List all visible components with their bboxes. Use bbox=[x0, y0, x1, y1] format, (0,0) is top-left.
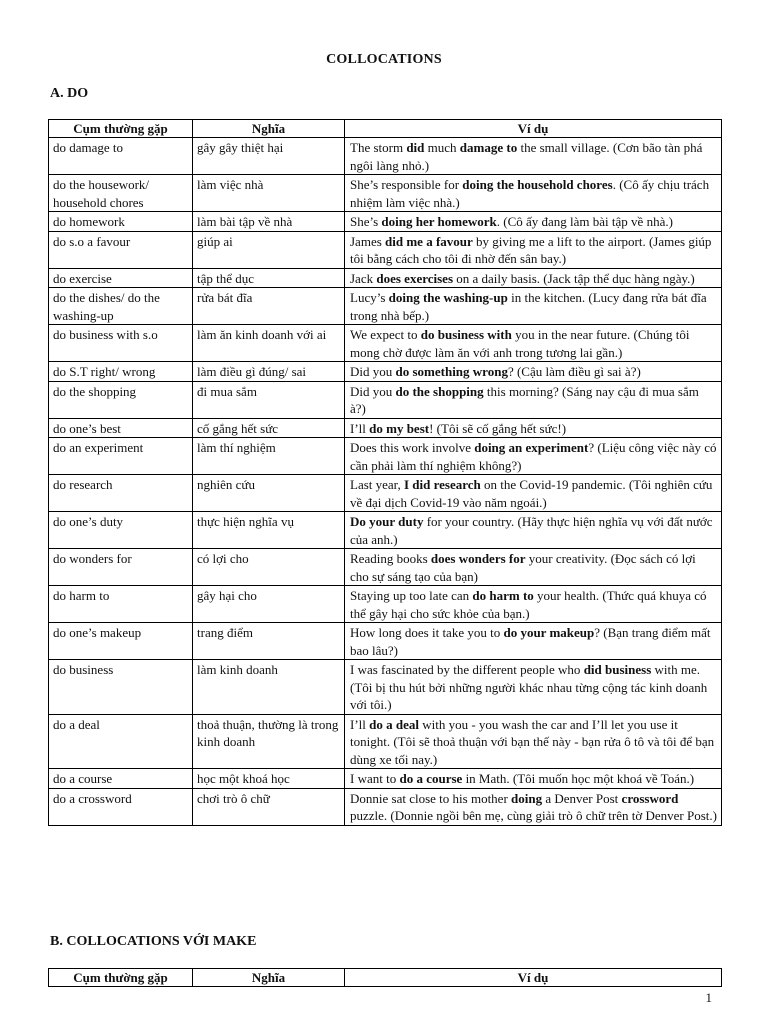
table-row bbox=[49, 512, 722, 549]
phrase-cell: do harm to bbox=[49, 586, 193, 623]
example-text: for your country. (Hãy thực hiện nghĩa vụ với đất nước của anh.) bbox=[350, 514, 713, 547]
example-cell bbox=[345, 288, 722, 325]
meaning-cell: làm bài tập về nhà bbox=[193, 212, 345, 232]
example-highlight: do harm to bbox=[472, 588, 534, 603]
phrase-cell: do business with s.o bbox=[49, 325, 193, 362]
header-example: Ví dụ bbox=[345, 969, 722, 987]
example-highlight: did bbox=[406, 140, 425, 155]
example-text: your health. (Thức quá khuya có thể gây hại cho sức khỏe của bạn.) bbox=[350, 588, 707, 621]
example-text: James bbox=[350, 233, 386, 249]
example-highlight: do your makeup bbox=[503, 625, 595, 640]
example-highlight: do the shopping bbox=[395, 383, 484, 399]
example-text: in Math. (Tôi muốn học một khoá về Toán.) bbox=[462, 771, 695, 786]
meaning-cell: rửa bát đĩa bbox=[193, 288, 345, 325]
example-text: Last year, bbox=[350, 477, 404, 492]
phrase-cell: do business bbox=[49, 660, 193, 715]
do-collocations-table bbox=[48, 119, 722, 826]
phrase-cell: do exercise bbox=[49, 268, 193, 288]
example-highlight: damage to bbox=[459, 140, 518, 155]
example-highlight: does exercises bbox=[376, 270, 454, 286]
table-row bbox=[49, 268, 722, 288]
example-text: The storm bbox=[350, 140, 407, 155]
header-meaning: Nghĩa bbox=[193, 969, 345, 987]
page-title: COLLOCATIONS bbox=[326, 52, 442, 67]
example-cell bbox=[345, 231, 722, 268]
example-text: in the kitchen. (Lucy đang rửa bát đĩa trong nhà bếp.) bbox=[350, 290, 707, 323]
example-text: Staying up too late can bbox=[350, 588, 473, 603]
table-row bbox=[49, 788, 722, 825]
table-body bbox=[49, 138, 722, 826]
section-a-heading: A. DO bbox=[50, 86, 89, 101]
table-row bbox=[49, 418, 722, 438]
phrase-cell: do s.o a favour bbox=[49, 231, 193, 268]
example-highlight: doing the washing-up bbox=[388, 290, 508, 305]
header-phrase: Cụm thường gặp bbox=[49, 120, 193, 138]
example-cell bbox=[345, 586, 722, 623]
example-highlight: doing her homework bbox=[381, 214, 497, 229]
table-row bbox=[49, 714, 722, 769]
table-row bbox=[49, 438, 722, 475]
example-text: Did you bbox=[350, 364, 396, 379]
table-row bbox=[49, 231, 722, 268]
example-text: Does this work involve bbox=[350, 440, 475, 455]
table-row bbox=[49, 138, 722, 175]
example-highlight: do something wrong bbox=[395, 364, 508, 379]
header-meaning: Nghĩa bbox=[193, 120, 345, 138]
example-text: Lucy’s bbox=[350, 290, 389, 305]
table-row bbox=[49, 769, 722, 789]
example-text: you in the near future. (Chúng tôi mong chờ được làm ăn với anh trong tương lai gần.) bbox=[350, 327, 690, 360]
example-highlight: do my best bbox=[369, 420, 430, 436]
table-row bbox=[49, 660, 722, 715]
example-highlight: Do your duty bbox=[350, 514, 424, 529]
example-highlight: doing an experiment bbox=[474, 440, 589, 455]
example-text: on the Covid-19 pandemic. (Tôi nghiên cứu về đại dịch Covid-19 vào năm ngoái.) bbox=[350, 477, 713, 510]
table-row bbox=[49, 175, 722, 212]
example-cell bbox=[345, 418, 722, 438]
phrase-cell: do S.T right/ wrong bbox=[49, 362, 193, 382]
example-text: I want to bbox=[350, 771, 400, 786]
meaning-cell: làm kinh doanh bbox=[193, 660, 345, 715]
table-row bbox=[49, 325, 722, 362]
example-highlight: did business bbox=[583, 662, 652, 677]
example-highlight: doing bbox=[511, 790, 543, 806]
example-text: . (Cô ấy chịu trách nhiệm làm việc nhà.) bbox=[350, 177, 710, 210]
example-text: ? (Bạn trang điểm mất bao lâu?) bbox=[350, 625, 711, 658]
meaning-cell: nghiên cứu bbox=[193, 475, 345, 512]
table-row bbox=[49, 362, 722, 382]
meaning-cell: làm thí nghiệm bbox=[193, 438, 345, 475]
example-cell bbox=[345, 381, 722, 418]
example-text: Jack bbox=[350, 270, 377, 286]
phrase-cell: do an experiment bbox=[49, 438, 193, 475]
example-text: ? (Cậu làm điều gì sai à?) bbox=[507, 364, 641, 379]
phrase-cell: do one’s makeup bbox=[49, 623, 193, 660]
phrase-cell: do one’s duty bbox=[49, 512, 193, 549]
example-text: with me. (Tôi bị thu hút bởi những người khác nhau từng cộng tác kinh doanh với tôi.) bbox=[350, 662, 708, 712]
example-highlight: does wonders for bbox=[430, 551, 526, 566]
example-highlight: crossword bbox=[621, 790, 679, 806]
example-text: She’s responsible for bbox=[350, 177, 463, 192]
example-highlight: do business with bbox=[420, 327, 512, 342]
example-cell bbox=[345, 475, 722, 512]
example-cell bbox=[345, 788, 722, 825]
example-text: this morning? (Sáng nay cậu đi mua sắm à?) bbox=[350, 383, 699, 416]
phrase-cell: do the shopping bbox=[49, 381, 193, 418]
phrase-cell: do research bbox=[49, 475, 193, 512]
example-cell bbox=[345, 362, 722, 382]
phrase-cell: do homework bbox=[49, 212, 193, 232]
table-row bbox=[49, 212, 722, 232]
meaning-cell: gây gây thiệt hại bbox=[193, 138, 345, 175]
table-header-row bbox=[49, 969, 722, 987]
example-text: by giving me a lift to the airport. (James giúp tôi bằng cách cho tôi đi nhờ đến sân bay.) bbox=[350, 233, 712, 266]
example-cell bbox=[345, 660, 722, 715]
table-row bbox=[49, 475, 722, 512]
example-cell bbox=[345, 325, 722, 362]
page-number: 1 bbox=[705, 990, 712, 1005]
phrase-cell: do one’s best bbox=[49, 418, 193, 438]
meaning-cell: làm điều gì đúng/ sai bbox=[193, 362, 345, 382]
meaning-cell: thực hiện nghĩa vụ bbox=[193, 512, 345, 549]
meaning-cell: học một khoá học bbox=[193, 769, 345, 789]
example-cell bbox=[345, 138, 722, 175]
table-header-row bbox=[49, 120, 722, 138]
example-text: I’ll bbox=[350, 716, 370, 732]
example-cell bbox=[345, 769, 722, 789]
meaning-cell: có lợi cho bbox=[193, 549, 345, 586]
example-cell bbox=[345, 623, 722, 660]
example-text: much bbox=[424, 140, 460, 155]
meaning-cell: trang điểm bbox=[193, 623, 345, 660]
example-highlight: I did research bbox=[403, 477, 481, 492]
example-cell bbox=[345, 549, 722, 586]
example-text: How long does it take you to bbox=[350, 625, 504, 640]
meaning-cell: gây hại cho bbox=[193, 586, 345, 623]
example-highlight: doing the household chores bbox=[462, 177, 613, 192]
example-text: . (Cô ấy đang làm bài tập về nhà.) bbox=[496, 214, 673, 229]
example-cell bbox=[345, 175, 722, 212]
example-highlight: do a course bbox=[399, 771, 463, 786]
example-text: I was fascinated by the different people who bbox=[350, 662, 584, 677]
table-row bbox=[49, 381, 722, 418]
header-phrase: Cụm thường gặp bbox=[49, 969, 193, 987]
example-text: She’s bbox=[350, 214, 382, 229]
section-b-heading: B. COLLOCATIONS VỚI MAKE bbox=[50, 934, 257, 949]
table-row bbox=[49, 586, 722, 623]
example-text: puzzle. (Donnie ngồi bên mẹ, cùng giải trò ô chữ trên tờ Denver Post.) bbox=[350, 808, 717, 823]
example-text: ! (Tôi sẽ cố gắng hết sức!) bbox=[429, 420, 567, 436]
meaning-cell: làm ăn kinh doanh với ai bbox=[193, 325, 345, 362]
example-text: Did you bbox=[350, 383, 396, 399]
phrase-cell: do damage to bbox=[49, 138, 193, 175]
meaning-cell: đi mua sắm bbox=[193, 381, 345, 418]
example-text: We expect to bbox=[350, 327, 421, 342]
phrase-cell: do a deal bbox=[49, 714, 193, 769]
meaning-cell: làm việc nhà bbox=[193, 175, 345, 212]
meaning-cell: thoả thuận, thường là trong kinh doanh bbox=[193, 714, 345, 769]
example-text: Reading books bbox=[350, 551, 431, 566]
example-cell bbox=[345, 512, 722, 549]
example-text: on a daily basis. (Jack tập thể dục hàng ngày.) bbox=[453, 270, 695, 286]
example-cell bbox=[345, 714, 722, 769]
meaning-cell: chơi trò ô chữ bbox=[193, 788, 345, 825]
example-cell bbox=[345, 438, 722, 475]
header-example: Ví dụ bbox=[345, 120, 722, 138]
phrase-cell: do a crossword bbox=[49, 788, 193, 825]
example-text: your creativity. (Đọc sách có lợi cho sự sáng tạo của bạn) bbox=[350, 551, 696, 584]
phrase-cell: do the dishes/ do the washing-up bbox=[49, 288, 193, 325]
example-highlight: do a deal bbox=[369, 716, 419, 732]
meaning-cell: giúp ai bbox=[193, 231, 345, 268]
example-cell bbox=[345, 268, 722, 288]
example-text: the small village. (Cơn bão tàn phá ngôi làng nhỏ.) bbox=[350, 140, 703, 173]
phrase-cell: do wonders for bbox=[49, 549, 193, 586]
example-text: with you - you wash the car and I’ll let you use it tonight. (Tôi sẽ thoả thuận với bạn thế này - bạn rửa ô tô và tôi để bạn dùng xe tối nay.) bbox=[350, 716, 715, 767]
example-text: I’ll bbox=[350, 420, 370, 436]
table-row bbox=[49, 549, 722, 586]
example-text: Donnie sat close to his mother bbox=[350, 790, 512, 806]
phrase-cell: do the housework/ household chores bbox=[49, 175, 193, 212]
phrase-cell: do a course bbox=[49, 769, 193, 789]
meaning-cell: tập thể dục bbox=[193, 268, 345, 288]
example-text: ? (Liệu công việc này có cần phải làm thí nghiệm không?) bbox=[350, 440, 717, 473]
table-row bbox=[49, 288, 722, 325]
meaning-cell: cố gắng hết sức bbox=[193, 418, 345, 438]
make-collocations-table bbox=[48, 968, 722, 987]
example-highlight: did me a favour bbox=[385, 233, 473, 249]
example-cell bbox=[345, 212, 722, 232]
table-row bbox=[49, 623, 722, 660]
example-text: a Denver Post bbox=[542, 790, 622, 806]
